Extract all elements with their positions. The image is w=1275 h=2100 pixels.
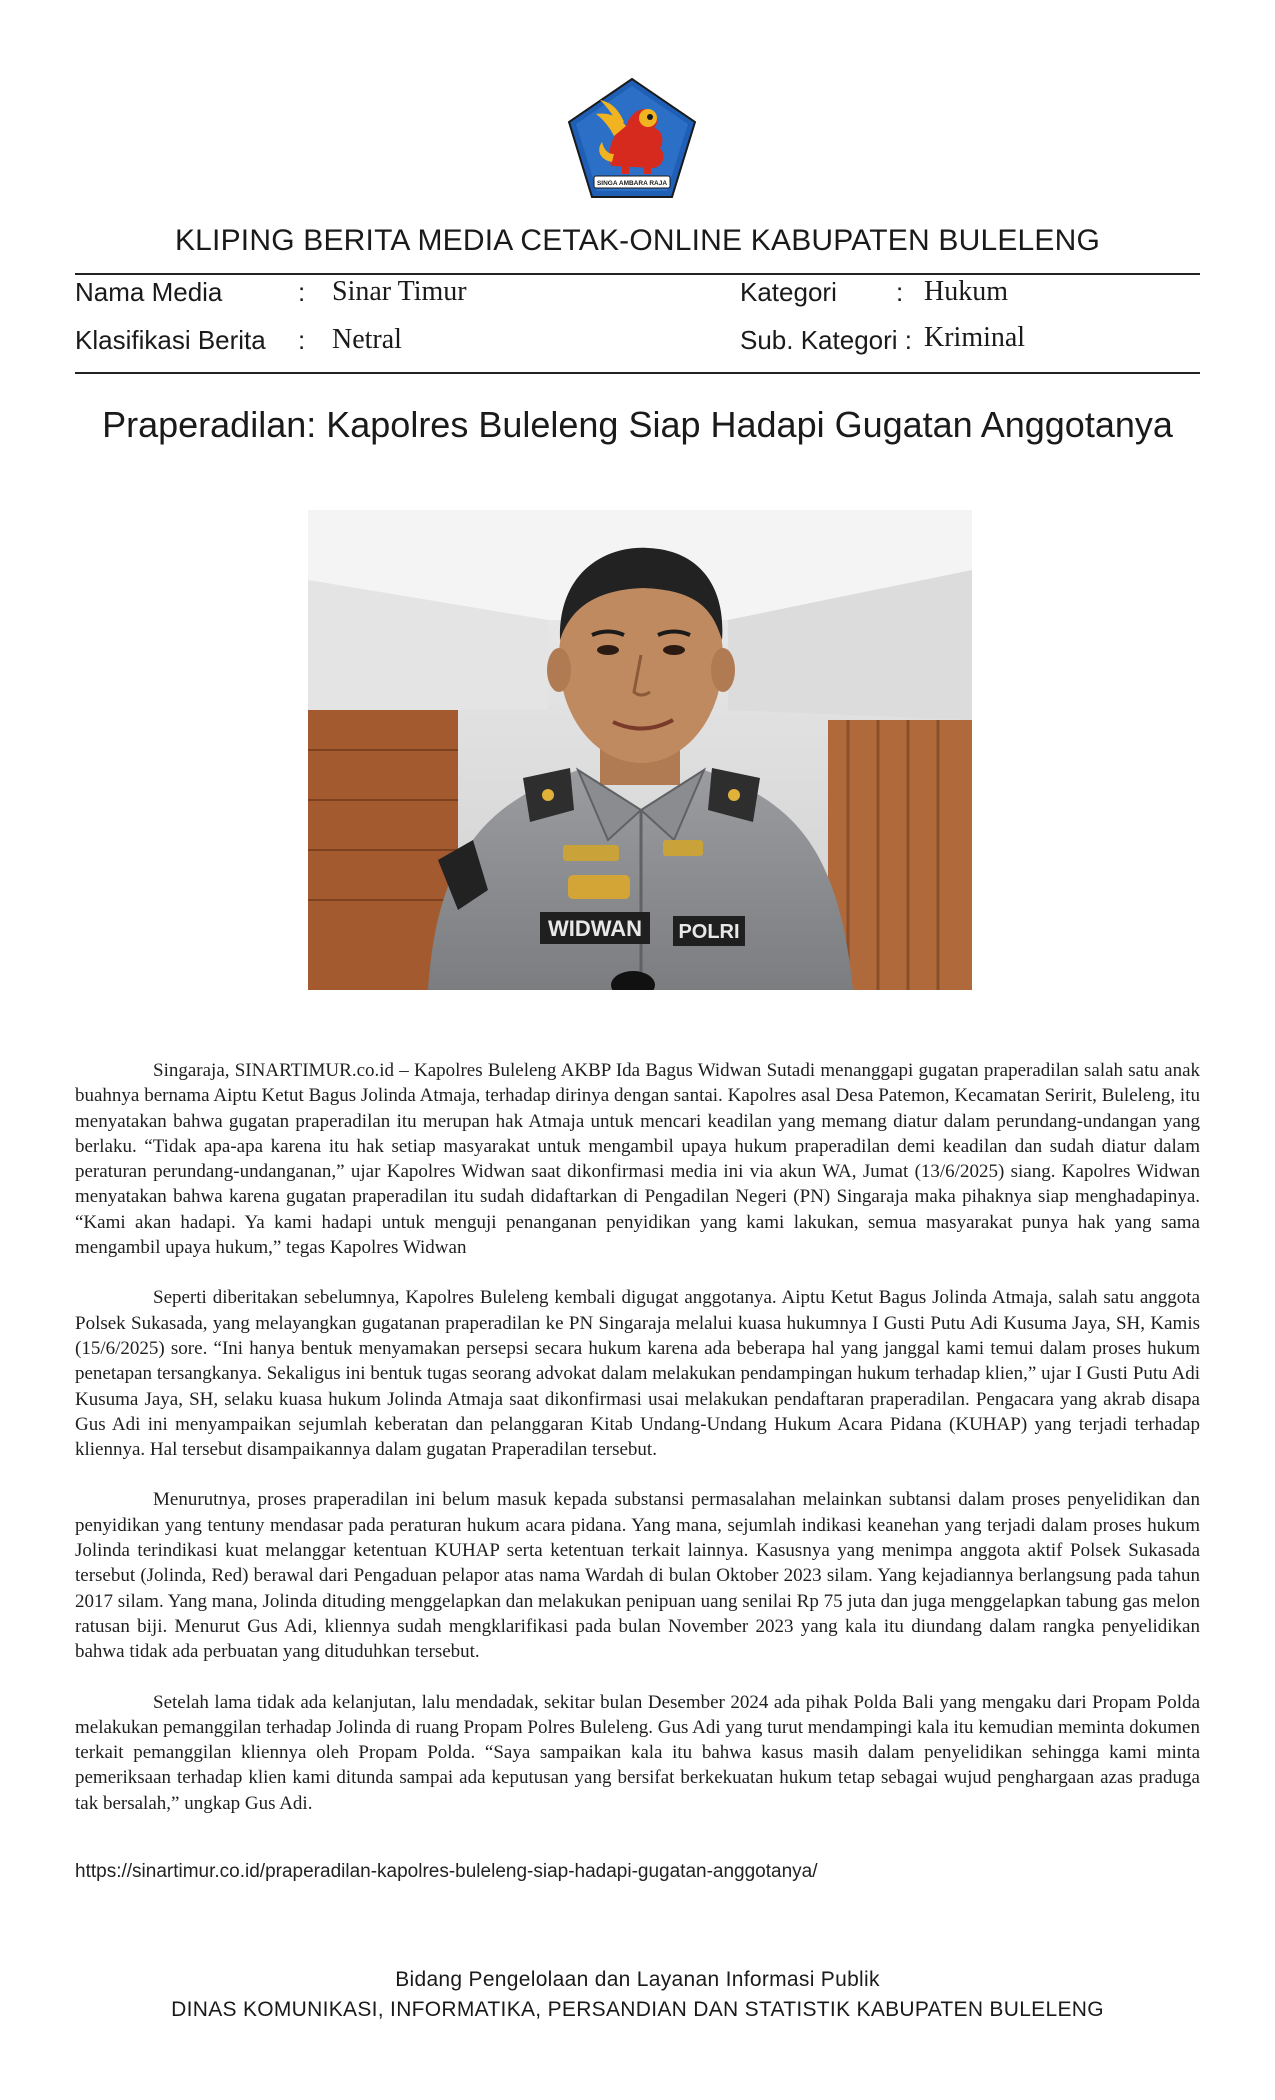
nama-media-value: Sinar Timur [332, 276, 467, 307]
kliping-title: KLIPING BERITA MEDIA CETAK-ONLINE KABUPATEN BULELENG [174, 224, 1101, 257]
footer-department: Bidang Pengelolaan dan Layanan Informasi Publik [395, 1968, 880, 1991]
article-paragraph: Setelah lama tidak ada kelanjutan, lalu mendadak, sekitar bulan Desember 2024 ada pihak Polda Bali yang mengaku dari Propam Polda melakukan pemanggilan terhadap Jolinda di ruang Propam Polres Buleleng. Gus Adi yang turut mendampingi kala itu kemudian meminta dokumen terkait pemanggilan kliennya oleh Propam Polda. “Saya sampaikan kala itu bahwa kasus masih dalam penyelidikan sehingga kami minta pemeriksaan terhadap klien kami ditunda sampai ada keputusan yang bersifat berkekuatan hukum tetap sebagai wujud penghargaan azas praduga tak bersalah,” ungkap Gus Adi. [75, 1691, 1200, 1814]
sub-kategori-label: Sub. Kategori : [740, 325, 912, 355]
nama-media-colon: : [298, 277, 306, 307]
article-paragraph: Seperti diberitakan sebelumnya, Kapolres Buleleng kembali digugat anggotanya. Aiptu Ketut Bagus Jolinda Atmaja, salah satu anggota Polsek Sukasada, yang melayangkan gugatanan praperadilan ke PN Singaraja melalui kuasa hukumnya I Gusti Putu Adi Kusuma Jaya, SH, Kamis (15/6/2025) sore. “Ini hanya bentuk menyamakan persepsi secara hukum karena ada beberapa hal yang janggal kami temui dalam proses hukum penetapan tersangkanya. Sekaligus ini bentuk tugas seorang advokat dalam melakukan pendampingan hukum terhadap klien,” ujar I Gusti Putu Adi Kusuma Jaya, SH, selaku kuasa hukum Jolinda Atmaja saat dikonfirmasi usai melakukan pendaftaran praperadilan. Pengacara yang akrab disapa Gus Adi ini menyampaikan sejumlah keberatan dan pelanggaran Kitab Undang-Undang Hukum Acara Pidana (KUHAP) yang terjadi terhadap kliennya. Hal tersebut disampaikannya dalam gugatan Praperadilan tersebut. [75, 1287, 1200, 1461]
nama-media-label: Nama Media [75, 277, 223, 307]
kabupaten-buleleng-logo [566, 76, 698, 200]
header-top-divider [75, 273, 1200, 275]
kategori-label: Kategori [740, 277, 837, 307]
article-photo [308, 510, 972, 990]
kategori-value: Hukum [924, 276, 1008, 307]
photo-name-tag: WIDWAN [547, 916, 643, 941]
klasifikasi-colon: : [298, 325, 306, 355]
article-paragraph: Menurutnya, proses praperadilan ini belum masuk kepada substansi permasalahan melainkan subtansi dalam proses penyelidikan dan penyidikan yang tentuny mendasar pada peraturan hukum acara pidana. Yang mana, sejumlah indikasi keanehan yang terjadi dalam proses hukum Jolinda terindikasi kuat melanggar ketentuan KUHAP serta ketentuan terkait lainnya. Kasusnya yang menimpa anggota aktif Polsek Sukasada tersebut (Jolinda, Red) berawal dari Pengaduan pelapor atas nama Wardah di bulan Oktober 2023 silam. Yang kejadiannya berlangsung pada tahun 2017 silam. Yang mana, Jolinda dituding menggelapkan dan melakukan penipuan uang senilai Rp 75 juta dan juga menggelapkan tabung gas melon ratusan biji. Menurut Gus Adi, kliennya sudah mengklarifikasi pada bulan November 2023 yang kala itu diundang dalam rangka penyelidikan bahwa tidak ada perbuatan yang dituduhkan tersebut. [75, 1489, 1200, 1663]
klasifikasi-label: Klasifikasi Berita [75, 325, 266, 355]
article-paragraph: Singaraja, SINARTIMUR.co.id – Kapolres Buleleng AKBP Ida Bagus Widwan Sutadi menanggapi gugatan praperadilan salah satu anak buahnya bernama Aiptu Ketut Bagus Jolinda Atmaja, terhadap dirinya dengan santai. Kapolres asal Desa Patemon, Kecamatan Seririt, Buleleng, itu menyatakan bahwa gugatan praperadilan itu merupan hak Atmaja untuk mencari keadilan yang memang diatur dalam perundang-undangan yang berlaku. “Tidak apa-apa karena itu hak setiap masyarakat untuk mengambil upaya hukum praperadilan demi keadilan dan sudah diatur dalam peraturan perundang-undanganan,” ujar Kapolres Widwan saat dikonfirmasi media ini via akun WA, Jumat (13/6/2025) siang. Kapolres Widwan menyatakan bahwa karena gugatan praperadilan itu sudah didaftarkan di Pengadilan Negeri (PN) Singaraja maka pihaknya siap menghadapinya. “Kami akan hadapi. Ya kami hadapi untuk menguji penanganan penyidikan yang kami lakukan, semua masyarakat punya hak yang sama mengambil upaya hukum,” tegas Kapolres Widwan [75, 1060, 1200, 1259]
kategori-colon: : [896, 277, 904, 307]
source-link[interactable]: https://sinartimur.co.id/praperadilan-kapolres-buleleng-siap-hadapi-gugatan-anggotanya/ [75, 1861, 818, 1882]
footer-agency: DINAS KOMUNIKASI, INFORMATIKA, PERSANDIAN DAN STATISTIK KABUPATEN BULELENG [171, 1998, 1104, 2021]
article-headline: Praperadilan: Kapolres Buleleng Siap Hadapi Gugatan Anggotanya [102, 404, 1173, 445]
header-bottom-divider [75, 372, 1200, 374]
sub-kategori-value: Kriminal [924, 322, 1026, 353]
article-body [75, 1058, 1200, 1841]
svg-text:SINGA AMBARA RAJA: SINGA AMBARA RAJA [596, 180, 668, 187]
photo-polri-badge: POLRI [678, 921, 740, 943]
klasifikasi-value: Netral [332, 324, 402, 355]
